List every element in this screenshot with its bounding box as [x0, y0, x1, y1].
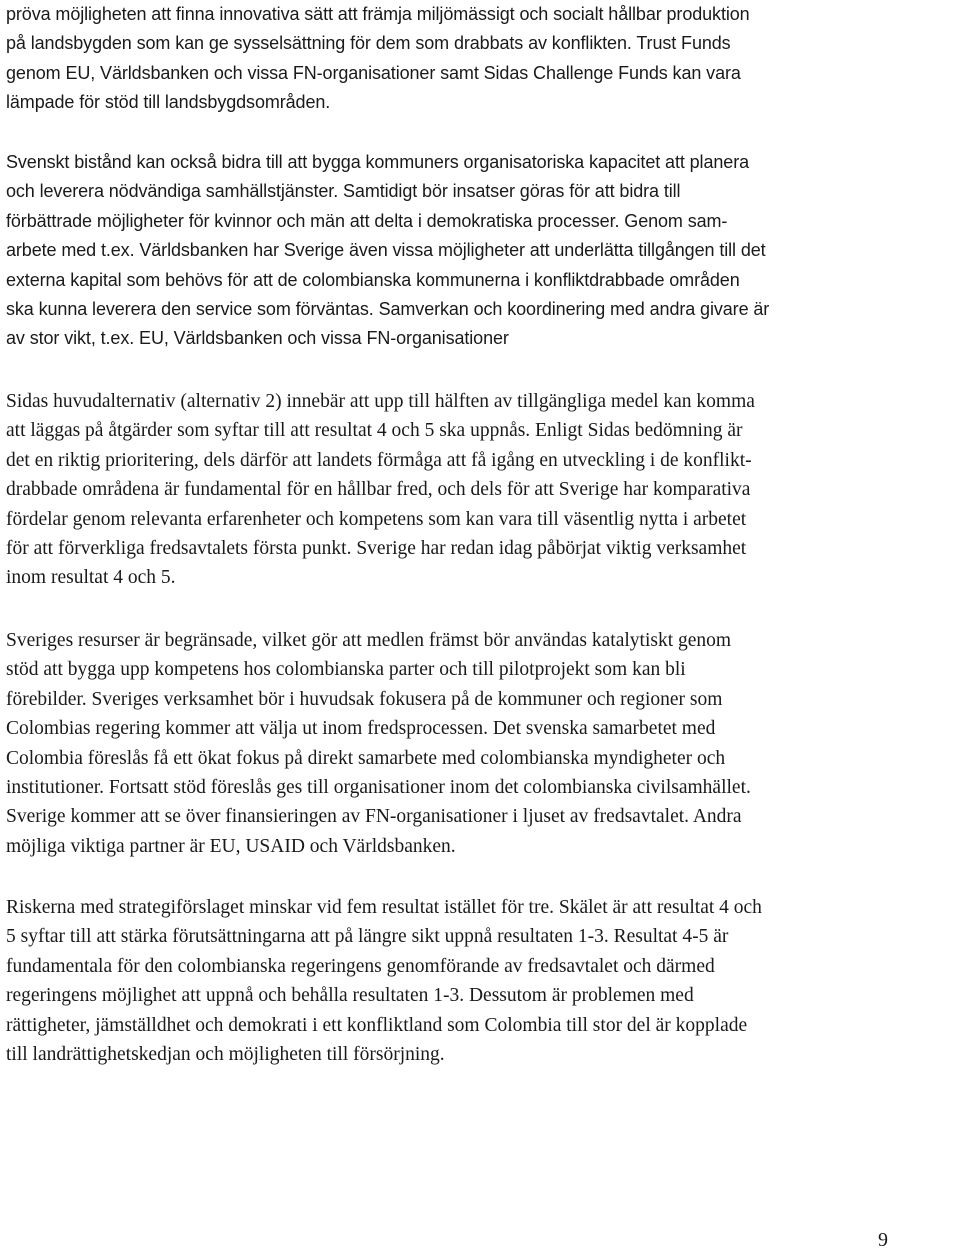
text-line: genom EU, Världsbanken och vissa FN-organisationer samt Sidas Challenge Funds kan vara [6, 62, 741, 83]
text-line: arbete med t.ex. Världsbanken har Sverige även vissa möjligheter att underlätta tillgången till det [6, 240, 766, 261]
text-line: fundamentala för den colombianska regeringens genomförande av fredsavtalet och därmed [6, 955, 715, 977]
text-line: pröva möjligheten att finna innovativa sätt att främja miljömässigt och socialt hållbar produktion [6, 4, 750, 24]
text-line: till landrättighetskedjan och möjligheten till försörjning. [6, 1043, 445, 1065]
text-line: ska kunna leverera den service som förväntas. Samverkan och koordinering med andra givare är [6, 298, 770, 319]
text-line: av stor vikt, t.ex. EU, Världsbanken och vissa FN-organisationer [6, 328, 509, 349]
text-line: Riskerna med strategiförslaget minskar vid fem resultat istället för tre. Skälet är att resultat 4 och [6, 897, 762, 918]
text-line: stöd att bygga upp kompetens hos colombianska parter och till pilotprojekt som kan bli [6, 659, 686, 681]
paragraph-swedish-resources [6, 626, 896, 861]
text-line: inom resultat 4 och 5. [6, 567, 176, 589]
text-line: det en riktig prioritering, dels därför att landets förmåga att få igång en utveckling i de konflikt- [6, 449, 752, 471]
text-line: Sverige kommer att se över finansieringen av FN-organisationer i ljuset av fredsavtalet. Andra [6, 806, 742, 828]
paragraph-rural-development [6, 0, 896, 118]
text-line: förebilder. Sveriges verksamhet bör i huvudsak fokusera på de kommuner och regioner som [6, 688, 723, 710]
text-line: Sidas huvudalternativ (alternativ 2) innebär att upp till hälften av tillgängliga medel kan komma [6, 391, 755, 412]
text-line: Svenskt bistånd kan också bidra till att bygga kommuners organisatoriska kapacitet att planera [6, 152, 749, 172]
text-line: och leverera nödvändiga samhällstjänster. Samtidigt bör insatser göras för att bidra till [6, 181, 681, 202]
text-line: möjliga viktiga partner är EU, USAID och Världsbanken. [6, 835, 456, 857]
text-line: Sveriges resurser är begränsade, vilket gör att medlen främst bör användas katalytiskt genom [6, 630, 732, 651]
text-line: rättigheter, jämställdhet och demokrati i ett konfliktland som Colombia till stor del är kopplade [6, 1014, 748, 1036]
text-line: drabbade områdena är fundamental för en hållbar fred, och dels för att Sverige har komparativa [6, 479, 751, 501]
text-line: Colombia föreslås få ett ökat fokus på direkt samarbete med colombianska myndigheter och [6, 747, 726, 769]
text-line: på landsbygden som kan ge sysselsättning för dem som drabbats av konflikten. Trust Funds [6, 33, 731, 54]
text-line: externa kapital som behövs för att de colombianska kommunerna i konfliktdrabbade områden [6, 269, 740, 290]
text-line: Colombias regering kommer att välja ut inom fredsprocessen. Det svenska samarbetet med [6, 718, 716, 740]
text-line: regeringens möjlighet att uppnå och behålla resultaten 1-3. Dessutom är problemen med [6, 985, 694, 1007]
text-line: lämpade för stöd till landsbygdsområden. [6, 92, 331, 113]
text-line: fördelar genom relevanta erfarenheter och kompetens som kan vara till väsentlig nytta i arbetet [6, 508, 747, 530]
text-line: förbättrade möjligheter för kvinnor och män att delta i demokratiska processer. Genom sam- [6, 210, 728, 231]
text-line: för att förverkliga fredsavtalets första punkt. Sverige har redan idag påbörjat viktig verksamhet [6, 537, 747, 559]
text-line: 5 syftar till att stärka förutsättningarna att på längre sikt uppnå resultaten 1-3. Resultat 4-5 är [6, 926, 729, 948]
paragraph-risks [6, 893, 896, 1069]
paragraph-municipal-capacity [6, 148, 896, 354]
text-line: att läggas på åtgärder som syftar till att resultat 4 och 5 ska uppnås. Enligt Sidas bedömning är [6, 420, 743, 442]
page-number: 9 [878, 1229, 888, 1251]
text-line: institutioner. Fortsatt stöd föreslås ges till organisationer inom det colombianska civilsamhället. [6, 776, 751, 798]
paragraph-sida-main-alternative [6, 387, 896, 593]
